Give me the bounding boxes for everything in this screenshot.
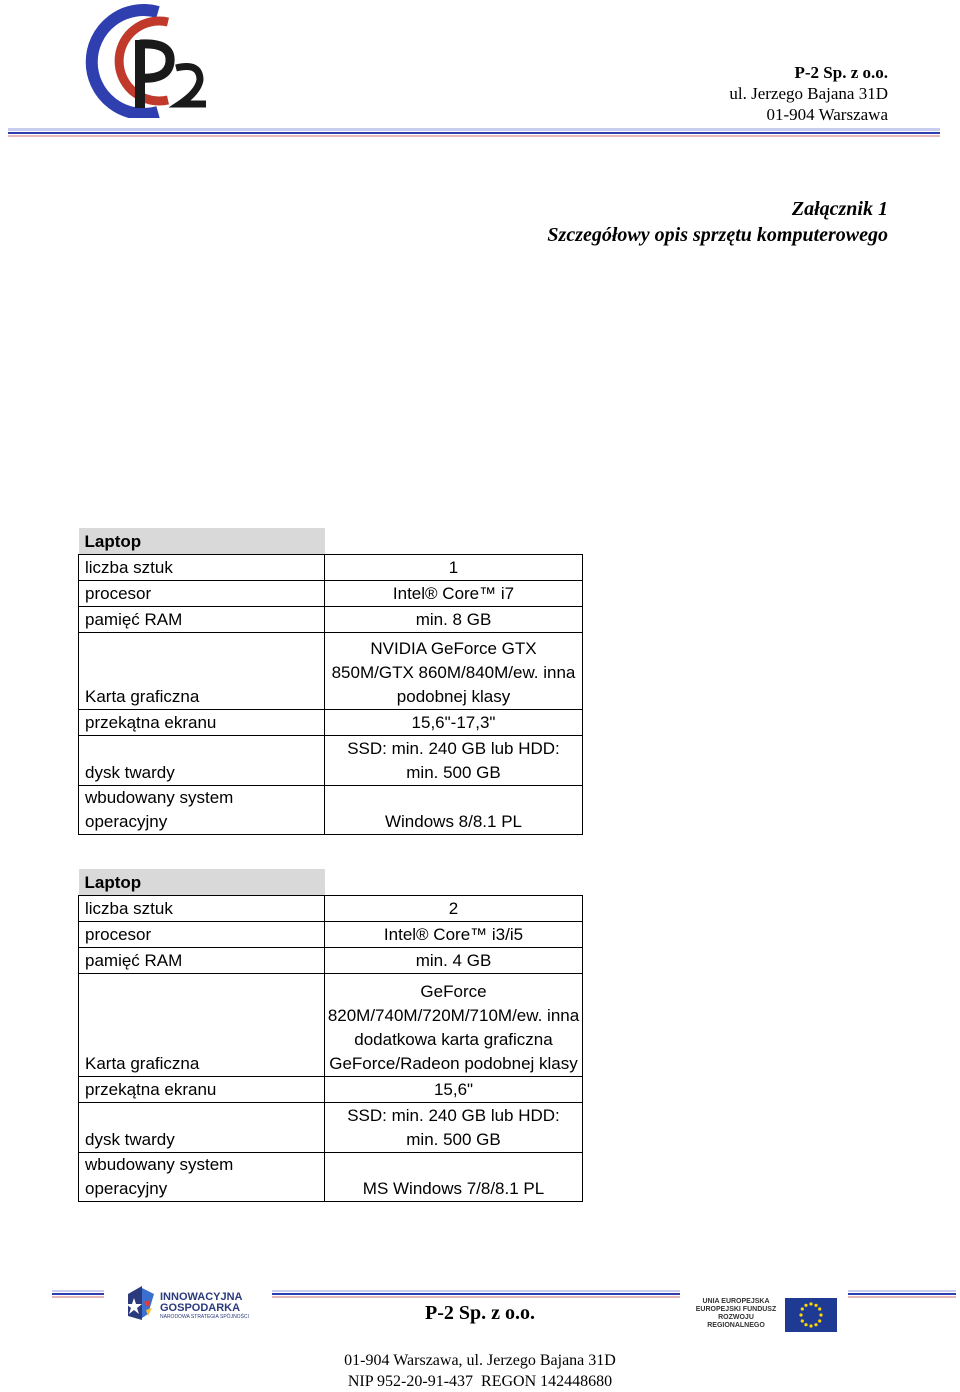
- footer-divider-left: [52, 1290, 104, 1299]
- footer-divider-right: [848, 1290, 956, 1299]
- footer-tax-ids: NIP 952-20-91-437 REGON 142448680: [347, 1373, 613, 1390]
- row-value: 15,6"-17,3": [325, 710, 583, 736]
- eu-line-1: UNIA EUROPEJSKA: [702, 1298, 770, 1305]
- table-heading: Laptop: [79, 869, 325, 896]
- header-divider: [8, 128, 940, 138]
- eu-line-2: EUROPEJSKI FUNDUSZ: [695, 1306, 777, 1313]
- header-company-name: P-2 Sp. z o.o.: [794, 63, 888, 82]
- row-value: SSD: min. 240 GB lub HDD: min. 500 GB: [325, 736, 583, 786]
- row-value: Windows 8/8.1 PL: [325, 786, 583, 835]
- row-label: dysk twardy: [79, 736, 325, 786]
- row-value: SSD: min. 240 GB lub HDD: min. 500 GB: [325, 1103, 583, 1153]
- row-label: Karta graficzna: [79, 633, 325, 710]
- row-value: 2: [325, 896, 583, 922]
- row-value: NVIDIA GeForce GTX 850M/GTX 860M/840M/ew. inna podobnej klasy: [325, 633, 583, 710]
- row-value: GeForce 820M/740M/720M/710M/ew. inna dodatkowa karta graficzna GeForce/Radeon podobnej klasy: [325, 974, 583, 1077]
- row-value: min. 4 GB: [325, 948, 583, 974]
- row-label: procesor: [79, 922, 325, 948]
- footer-address: 01-904 Warszawa, ul. Jerzego Bajana 31D: [344, 1352, 616, 1369]
- header-city: 01-904 Warszawa: [766, 105, 888, 124]
- row-label: dysk twardy: [79, 1103, 325, 1153]
- header-address: [729, 62, 888, 125]
- row-value: Intel® Core™ i7: [325, 581, 583, 607]
- header-street: ul. Jerzego Bajana 31D: [729, 84, 888, 103]
- spec-table-2: [78, 869, 583, 1202]
- eu-fund-logo: [690, 1298, 782, 1330]
- spec-table-1: [78, 528, 583, 835]
- row-label: przekątna ekranu: [79, 1077, 325, 1103]
- row-label: pamięć RAM: [79, 607, 325, 633]
- footer-divider-middle: [272, 1290, 680, 1299]
- ig-title-line-1: INNOWACYJNA: [160, 1291, 243, 1303]
- eu-line-3: ROZWOJU REGIONALNEGO: [707, 1314, 765, 1329]
- title-line-1: Załącznik 1: [791, 198, 888, 220]
- table-heading: Laptop: [79, 528, 325, 555]
- company-logo: [80, 4, 210, 118]
- row-label: przekątna ekranu: [79, 710, 325, 736]
- row-value: MS Windows 7/8/8.1 PL: [325, 1153, 583, 1202]
- row-label: wbudowany system operacyjny: [79, 1153, 325, 1202]
- row-label: pamięć RAM: [79, 948, 325, 974]
- document-title: [547, 196, 888, 248]
- row-label: liczba sztuk: [79, 896, 325, 922]
- eu-flag-icon: [785, 1298, 837, 1332]
- row-value: 15,6": [325, 1077, 583, 1103]
- row-label: liczba sztuk: [79, 555, 325, 581]
- ig-title-line-2: GOSPODARKA: [160, 1302, 241, 1314]
- row-label: procesor: [79, 581, 325, 607]
- footer-company-name: P-2 Sp. z o.o.: [425, 1302, 535, 1324]
- row-value: 1: [325, 555, 583, 581]
- row-label: wbudowany system operacyjny: [79, 786, 325, 835]
- ig-subtitle: NARODOWA STRATEGIA SPÓJNOŚCI: [160, 1314, 249, 1320]
- row-label: Karta graficzna: [79, 974, 325, 1077]
- title-line-2: Szczegółowy opis sprzętu komputerowego: [547, 224, 888, 246]
- row-value: Intel® Core™ i3/i5: [325, 922, 583, 948]
- row-value: min. 8 GB: [325, 607, 583, 633]
